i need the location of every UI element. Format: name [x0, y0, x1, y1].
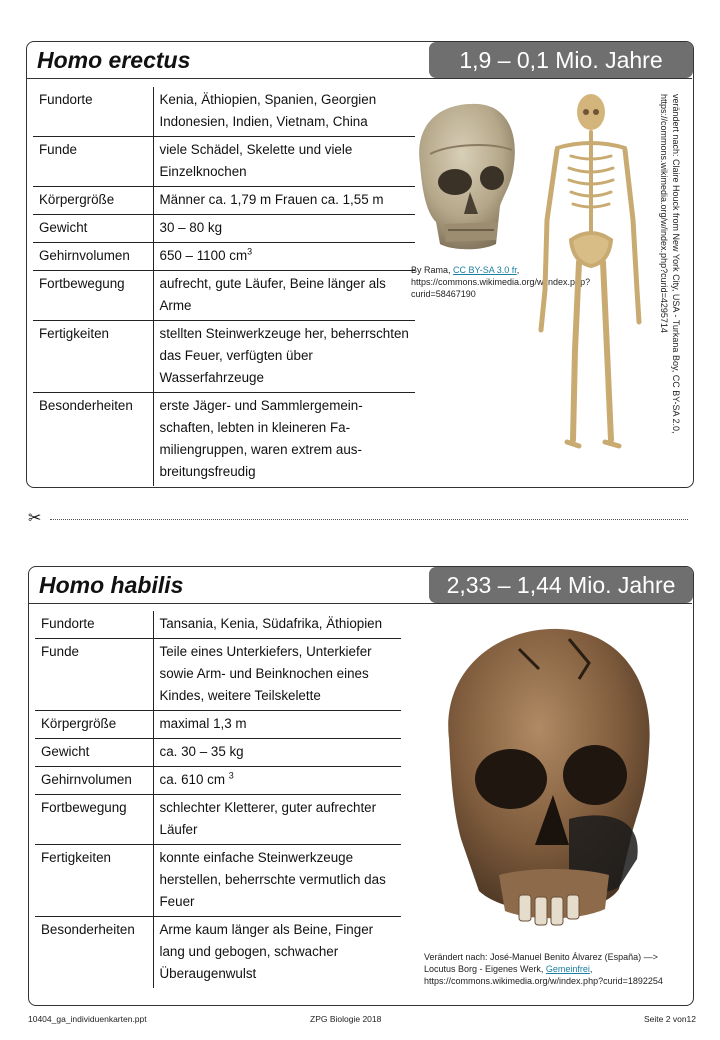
fact-value	[153, 271, 415, 321]
fact-label: Fertigkeiten	[35, 845, 153, 917]
license-link[interactable]: CC BY-SA 3.0 fr	[453, 265, 517, 275]
facts-table	[35, 611, 401, 988]
fact-row	[35, 611, 401, 639]
fact-row	[33, 393, 415, 487]
fact-row	[35, 845, 401, 917]
fact-label: Fortbewegung	[35, 795, 153, 845]
fact-value-text: Tansania, Kenia, Südafrika, Äthiopien	[159, 616, 383, 631]
fact-value-text: ca. 30 – 35 kg	[159, 744, 244, 759]
credit-url: https://commons.wikimedia.org/w/index.php?curid=4295714	[659, 94, 669, 333]
fact-label: Funde	[33, 137, 153, 187]
unit-superscript: 3	[247, 246, 253, 257]
skull-image-credit	[411, 264, 591, 300]
fact-value	[153, 187, 415, 215]
fact-value	[153, 845, 401, 917]
fact-row	[33, 321, 415, 393]
fact-value-text: konnte einfache Steinwerkzeuge herstellen, beherrschte vermutlich das Feuer	[159, 850, 386, 909]
facts-table	[33, 87, 415, 486]
fact-label: Gehirnvolumen	[35, 767, 153, 795]
fact-value	[153, 795, 401, 845]
fact-label: Körpergröße	[35, 711, 153, 739]
fact-value	[153, 917, 401, 989]
fact-value	[153, 611, 401, 639]
credit-url: , https://commons.wikimedia.org/w/index.php?curid=58467190	[411, 265, 591, 299]
turkana-boy-skeleton-image	[527, 90, 653, 474]
fact-label: Fundorte	[35, 611, 153, 639]
fact-value	[153, 639, 401, 711]
fact-value	[153, 739, 401, 767]
fact-row	[33, 87, 415, 137]
credit-text: Verändert nach: José-Manuel Benito Álvarez (España) —> Locutus Borg - Eigenes Werk,	[424, 952, 658, 974]
card-homo-habilis	[28, 566, 694, 1006]
fact-value-text: Kenia, Äthiopien, Spanien, Georgien Indonesien, Indien, Vietnam, China	[159, 92, 377, 129]
skeleton-image-credit	[658, 94, 682, 433]
fact-label: Funde	[35, 639, 153, 711]
fact-label: Besonderheiten	[33, 393, 153, 487]
fact-row	[33, 271, 415, 321]
card-period-badge: 1,9 – 0,1 Mio. Jahre	[429, 42, 693, 78]
card-title: Homo habilis	[29, 567, 692, 604]
fact-value	[153, 711, 401, 739]
fact-row	[33, 187, 415, 215]
fact-value-text: maximal 1,3 m	[159, 716, 247, 731]
fact-row	[35, 917, 401, 989]
fact-label: Fortbewegung	[33, 271, 153, 321]
fact-value	[153, 215, 415, 243]
fact-value	[153, 87, 415, 137]
credit-text: verändert nach: Claire Houck from New York City, USA - Turkana Boy,	[671, 94, 681, 375]
fact-label: Gewicht	[35, 739, 153, 767]
cut-line	[50, 519, 688, 520]
fact-value-text: schlechter Kletterer, guter aufrechter Läufer	[159, 800, 377, 837]
footer-filename: 10404_ga_individuenkarten.ppt	[28, 1014, 147, 1024]
credit-text: By Rama,	[411, 265, 454, 275]
fact-value-text: ca. 610 cm	[159, 772, 229, 787]
fact-label: Gehirnvolumen	[33, 243, 153, 271]
footer-page-number: Seite 2 von12	[644, 1014, 696, 1024]
fact-value-text: viele Schädel, Skelette und viele Einzelknochen	[159, 142, 353, 179]
fact-value	[153, 243, 415, 271]
fact-value	[153, 321, 415, 393]
skull-image-credit	[424, 951, 686, 987]
fact-row	[35, 639, 401, 711]
card-homo-erectus	[26, 41, 694, 488]
fact-value-text: Männer ca. 1,79 m Frauen ca. 1,55 m	[159, 192, 384, 207]
fact-row	[33, 215, 415, 243]
fact-value-text: 650 – 1100 cm	[159, 248, 248, 263]
fact-value-text: Arme kaum länger als Beine, Finger lang und gebogen, schwacher Überaugenwulst	[159, 922, 374, 981]
card-period-badge: 2,33 – 1,44 Mio. Jahre	[429, 567, 693, 603]
fact-row	[35, 795, 401, 845]
fact-row	[33, 137, 415, 187]
fact-value	[153, 137, 415, 187]
credit-url: , https://commons.wikimedia.org/w/index.php?curid=1892254	[424, 964, 663, 986]
fact-value-text: 30 – 80 kg	[159, 220, 223, 235]
license-link[interactable]: CC BY-SA 2.0,	[671, 374, 681, 434]
fact-label: Fertigkeiten	[33, 321, 153, 393]
fact-label: Besonderheiten	[35, 917, 153, 989]
fact-value-text: stellten Steinwerkzeuge her, beherrschten das Feuer, verfügten über Wasserfahrzeuge	[159, 326, 409, 385]
license-link[interactable]: Gemeinfrei	[545, 964, 590, 974]
fact-value	[153, 767, 401, 795]
fact-label: Fundorte	[33, 87, 153, 137]
fact-row	[33, 243, 415, 271]
homo-erectus-skull-image	[400, 94, 520, 254]
homo-habilis-skull-image	[419, 619, 669, 949]
fact-value	[153, 393, 415, 487]
fact-value-text: erste Jäger- und Sammlergemein-schaften, lebten in kleineren Fa-miliengruppen, waren extrem aus-breitungsfreudig	[159, 398, 363, 479]
unit-superscript: 3	[228, 770, 234, 781]
card-title: Homo erectus	[27, 42, 692, 79]
fact-row	[35, 739, 401, 767]
fact-value-text: Teile eines Unterkiefers, Unterkiefer sowie Arm- und Beinknochen eines Kindes, weitere Teilskelette	[159, 644, 372, 703]
footer-course: ZPG Biologie 2018	[310, 1014, 382, 1024]
fact-value-text: aufrecht, gute Läufer, Beine länger als Arme	[159, 276, 386, 313]
fact-row	[35, 711, 401, 739]
fact-row	[35, 767, 401, 795]
fact-label: Gewicht	[33, 215, 153, 243]
fact-label: Körpergröße	[33, 187, 153, 215]
scissors-icon: ✂	[28, 510, 42, 527]
